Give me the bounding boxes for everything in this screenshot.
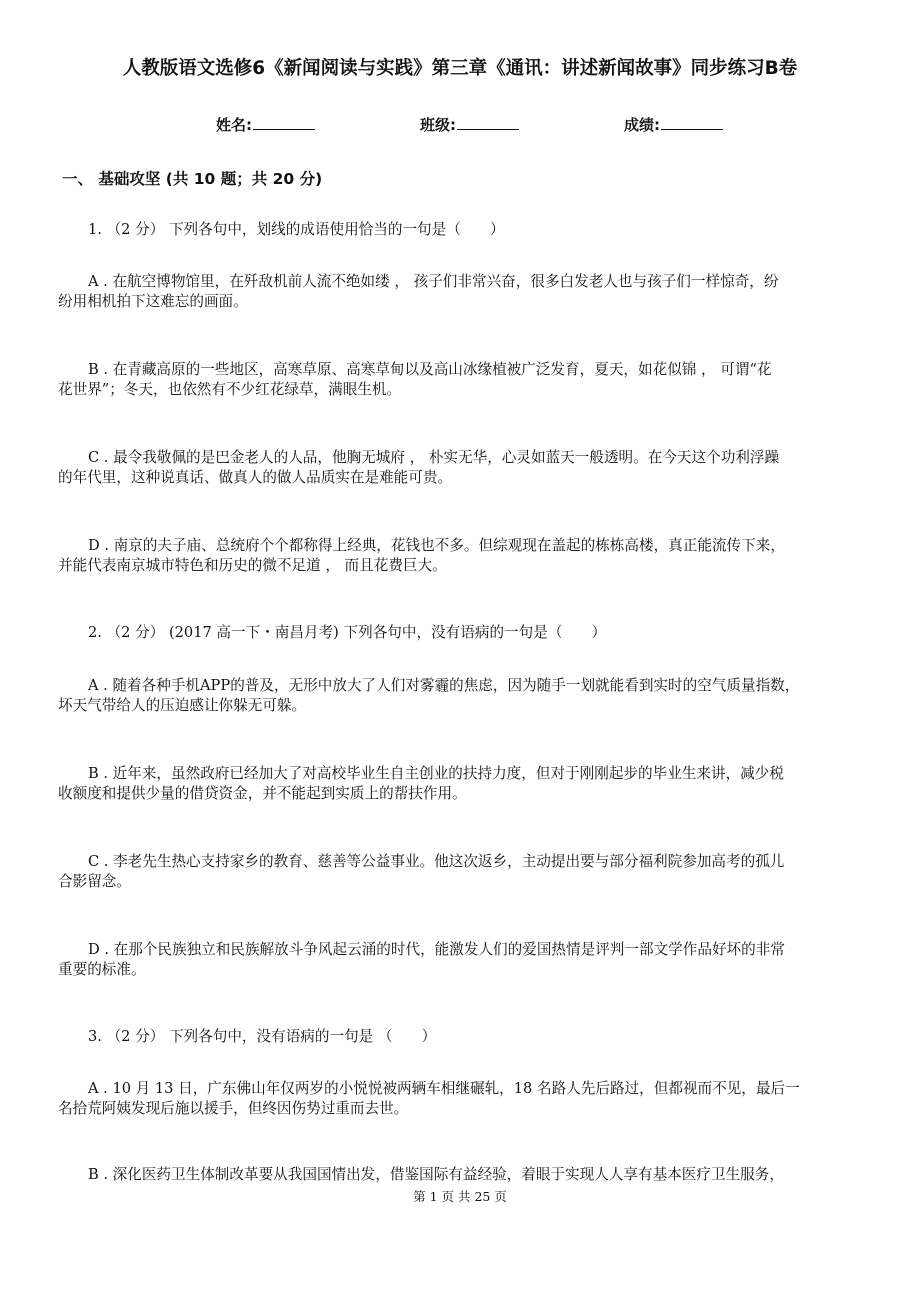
- option-line-1: A . 随着各种手机APP的普及，无形中放大了人们对雾霾的焦虑，因为随手一划就能看到实时的空气质量指数，: [88, 677, 800, 694]
- name-label: 姓名:: [216, 116, 252, 134]
- option-line-2: 合影留念。: [58, 873, 131, 890]
- score-blank[interactable]: [661, 114, 723, 130]
- option-line-1: B . 深化医药卫生体制改革要从我国国情出发，借鉴国际有益经验，着眼于实现人人享有基本医疗卫生服务，: [88, 1166, 784, 1183]
- score-field: [624, 113, 723, 137]
- question-2: [88, 623, 606, 643]
- option-line-1: B . 在青藏高原的一些地区，高寒草原、高寒草甸以及高山冰缘植被广泛发育，夏天，如花似锦 ， 可谓“花: [88, 361, 772, 378]
- option-line-2: 重要的标准。: [58, 961, 146, 978]
- question-number: 2.: [88, 624, 102, 641]
- option-line-1: A . 在航空博物馆里，在歼敌机前人流不绝如缕 ， 孩子们非常兴奋，很多白发老人也与孩子们一样惊奇，纷: [88, 273, 779, 290]
- question-source: (2017 高一下・南昌月考): [168, 624, 339, 641]
- question-score: （2 分）: [106, 221, 165, 238]
- option-2c[interactable]: [58, 852, 864, 892]
- option-line-2: 纷用相机拍下这难忘的画面。: [58, 293, 248, 310]
- score-label: 成绩:: [624, 116, 660, 134]
- option-2d[interactable]: [58, 940, 864, 980]
- class-field: [420, 113, 519, 137]
- option-line-2: 并能代表南京城市特色和历史的微不足道 ， 而且花费巨大。: [58, 557, 447, 574]
- question-number: 3.: [88, 1028, 102, 1045]
- question-score: （2 分）: [106, 1028, 165, 1045]
- question-text: 下列各句中，划线的成语使用恰当的一句是（ ）: [168, 221, 505, 238]
- option-2b[interactable]: [58, 764, 864, 804]
- question-text: 下列各句中，没有语病的一句是（ ）: [343, 624, 607, 641]
- option-line-1: A . 10 月 13 日，广东佛山年仅两岁的小悦悦被两辆车相继碾轧，18 名路人先后路过，但都视而不见，最后一: [88, 1080, 800, 1097]
- option-line-1: D . 南京的夫子庙、总统府个个都称得上经典，花钱也不多。但综观现在盖起的栋栋高楼，真正能流传下来，: [88, 537, 785, 554]
- section-heading: 一、 基础攻坚 (共 10 题；共 20 分): [62, 170, 323, 188]
- question-3: [88, 1027, 436, 1047]
- option-line-1: D . 在那个民族独立和民族解放斗争风起云涌的时代，能激发人们的爱国热情是评判一部文学作品好坏的非常: [88, 941, 785, 958]
- option-line-2: 的年代里，这种说真话、做真人的做人品质实在是难能可贵。: [58, 469, 453, 486]
- option-2a[interactable]: [58, 676, 864, 716]
- option-line-2: 坏天气带给人的压迫感让你躲无可躲。: [58, 697, 307, 714]
- option-1a[interactable]: [58, 272, 864, 312]
- option-1c[interactable]: [58, 448, 864, 488]
- option-line-2: 名拾荒阿姨发现后施以援手，但终因伤势过重而去世。: [58, 1100, 409, 1117]
- option-line-2: 收额度和提供少量的借贷资金，并不能起到实质上的帮扶作用。: [58, 785, 467, 802]
- option-1b[interactable]: [58, 360, 864, 400]
- page-footer: 第 1 页 共 25 页: [413, 1189, 507, 1204]
- student-info-row: [0, 113, 920, 137]
- option-line-2: 花世界”；冬天，也依然有不少红花绿草，满眼生机。: [58, 381, 402, 398]
- option-3a[interactable]: [58, 1079, 864, 1119]
- class-label: 班级:: [420, 116, 456, 134]
- name-blank[interactable]: [253, 114, 315, 130]
- class-blank[interactable]: [457, 114, 519, 130]
- page-title: 人教版语文选修6《新闻阅读与实践》第三章《通讯：讲述新闻故事》同步练习B卷: [122, 58, 798, 79]
- option-line-1: B . 近年来，虽然政府已经加大了对高校毕业生自主创业的扶持力度，但对于刚刚起步的毕业生来讲，减少税: [88, 765, 784, 782]
- option-3b[interactable]: [58, 1165, 864, 1185]
- option-line-1: C . 李老先生热心支持家乡的教育、慈善等公益事业。他这次返乡，主动提出要与部分福利院参加高考的孤儿: [88, 853, 785, 870]
- question-text: 下列各句中，没有语病的一句是 （ ）: [168, 1028, 437, 1045]
- question-number: 1.: [88, 221, 102, 238]
- name-field: [216, 113, 315, 137]
- question-1: [88, 220, 505, 240]
- option-line-1: C . 最令我敬佩的是巴金老人的人品，他胸无城府 ， 朴实无华，心灵如蓝天一般透明。在今天这个功利浮躁: [88, 449, 780, 466]
- question-score: （2 分）: [106, 624, 165, 641]
- option-1d[interactable]: [58, 536, 864, 576]
